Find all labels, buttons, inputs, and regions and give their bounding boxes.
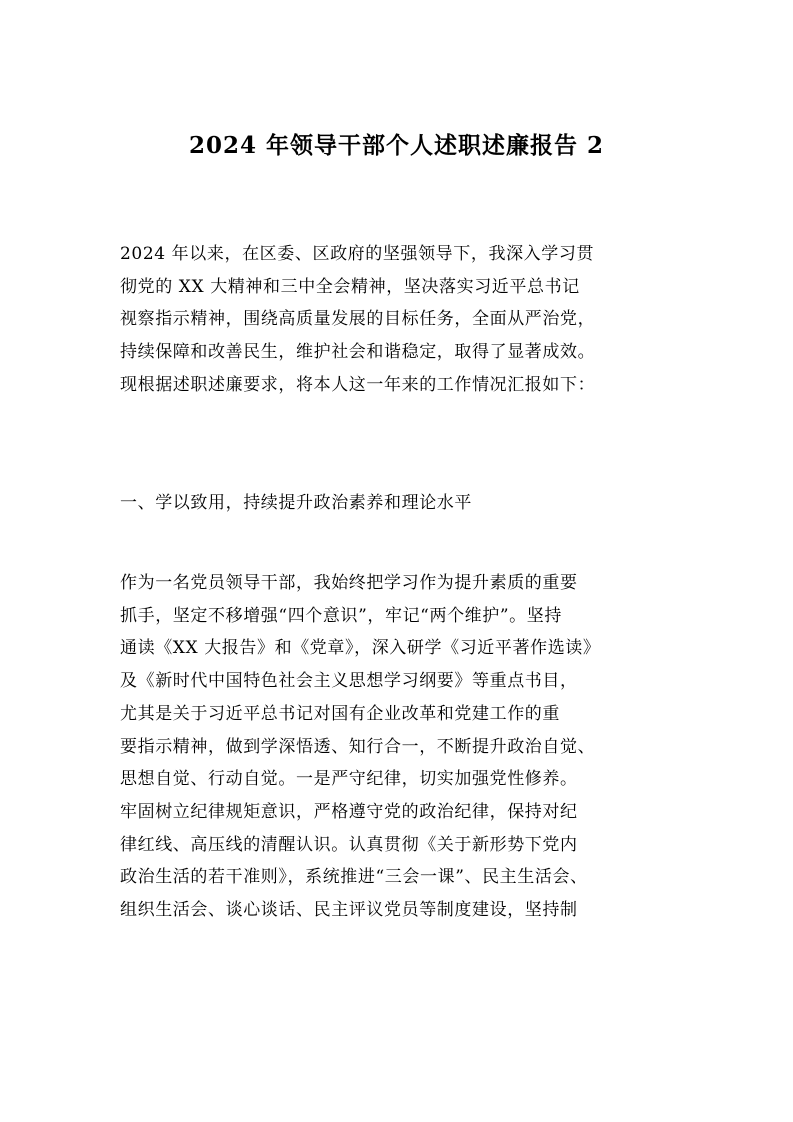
paragraph-line: 持续保障和改善民生，维护社会和谐稳定，取得了显著成效。	[120, 342, 596, 363]
paragraph-line: 作为一名党员领导干部，我始终把学习作为提升素质的重要	[120, 573, 578, 593]
paragraph-line: 尤其是关于习近平总书记对国有企业改革和党建工作的重	[120, 703, 560, 724]
paragraph-line: 抓手，坚定不移增强“四个意识”，牢记“两个维护”。坚持	[120, 605, 562, 626]
paragraph-line: 现根据述职述廉要求，将本人这一年来的工作情况汇报如下：	[120, 374, 596, 395]
document-title: 2024 年领导干部个人述职述廉报告 2	[188, 132, 605, 159]
paragraph-line: 政治生活的若干准则》，系统推进“三会一课”、民主生活会、	[120, 867, 588, 888]
intro-paragraph	[120, 238, 686, 402]
paragraph-line: 律红线、高压线的清醒认识。认真贯彻《关于新形势下党内	[120, 834, 578, 855]
paragraph-line: 组织生活会、谈心谈话、民主评议党员等制度建设，坚持制	[120, 900, 578, 921]
paragraph-line: 牢固树立纪律规矩意识，严格遵守党的政治纪律，保持对纪	[120, 801, 578, 822]
section-heading: 一、学以致用，持续提升政治素养和理论水平	[120, 493, 472, 513]
paragraph-line: 2024 年以来，在区委、区政府的坚强领导下，我深入学习贯	[120, 244, 595, 264]
paragraph-line: 通读《XX 大报告》和《党章》，深入研学《习近平著作选读》	[120, 638, 601, 659]
paragraph-line: 思想自觉、行动自觉。一是严守纪律，切实加强党性修养。	[120, 769, 578, 790]
paragraph-line: 要指示精神，做到学深悟透、知行合一，不断提升政治自觉、	[120, 736, 596, 757]
section-paragraph	[120, 567, 686, 927]
paragraph-line: 及《新时代中国特色社会主义思想学习纲要》等重点书目，	[120, 671, 578, 692]
paragraph-line: 彻党的 XX 大精神和三中全会精神，坚决落实习近平总书记	[120, 276, 580, 297]
paragraph-line: 视察指示精神，围绕高质量发展的目标任务，全面从严治党，	[120, 309, 596, 330]
